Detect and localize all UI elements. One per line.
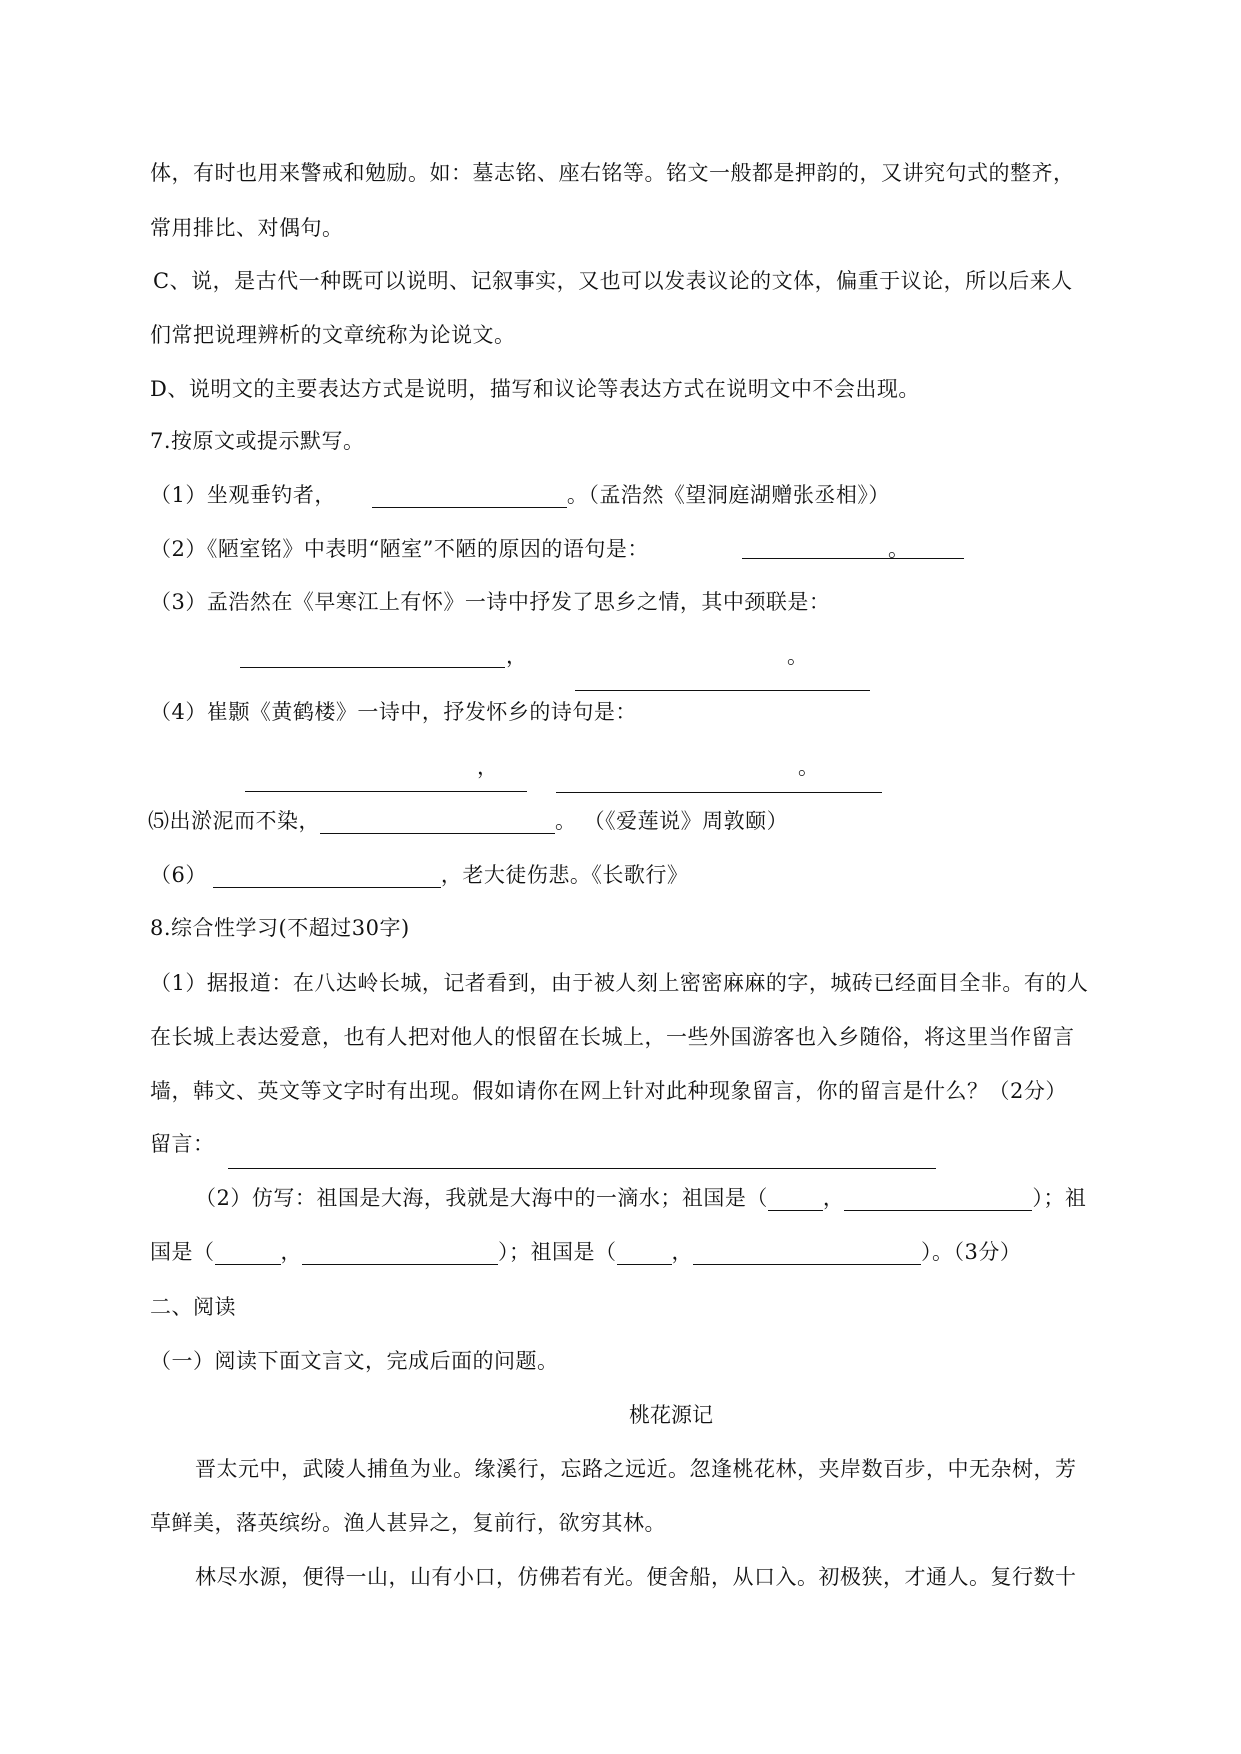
q8-imitation-line2 bbox=[150, 1239, 1021, 1265]
answer-blank[interactable] bbox=[556, 792, 882, 793]
text-line: 常用排比、对偶句。 bbox=[150, 216, 344, 240]
q8-imitation-prompt: （2）仿写：祖国是大海，我就是大海中的一滴水；祖国是（ bbox=[195, 1186, 768, 1210]
punct: 。 bbox=[798, 755, 820, 779]
q7-item-3-prompt: （3）孟浩然在《早寒江上有怀》一诗中抒发了思乡之情，其中颈联是： bbox=[150, 590, 831, 614]
text-line: 体，有时也用来警戒和勉励。如：墓志铭、座右铭等。铭文一般都是押韵的，又讲究句式的整齐， bbox=[150, 161, 1075, 185]
answer-blank[interactable] bbox=[768, 1188, 823, 1211]
question-8-title: 8.综合性学习(不超过30字) bbox=[150, 916, 410, 940]
punct: ， bbox=[477, 755, 499, 779]
answer-blank[interactable] bbox=[693, 1242, 921, 1265]
punct: ， bbox=[506, 644, 528, 668]
answer-blank[interactable] bbox=[617, 1242, 672, 1265]
q7-item-6-number: （6） bbox=[150, 863, 207, 887]
text-line: 们常把说理辨析的文章统称为论说文。 bbox=[150, 323, 516, 347]
passage-paragraph: 晋太元中，武陵人捕鱼为业。缘溪行，忘路之远近。忽逢桃花林，夹岸数百步，中无杂树，芳 bbox=[195, 1457, 1077, 1481]
answer-blank[interactable] bbox=[575, 690, 870, 691]
answer-blank[interactable] bbox=[302, 1242, 498, 1265]
comment-answer-line[interactable] bbox=[228, 1168, 936, 1169]
q7-item-6-source: ，老大徒伤悲。《长歌行》 bbox=[440, 863, 689, 887]
passage-paragraph: 草鲜美，落英缤纷。渔人甚异之，复前行，欲穷其林。 bbox=[150, 1511, 666, 1535]
q7-item-5-prompt: ⑸出淤泥而不染， bbox=[148, 809, 320, 833]
text: ）。（3分） bbox=[921, 1240, 1022, 1264]
q8-text: （1）据报道：在八达岭长城，记者看到，由于被人刻上密密麻麻的字，城砖已经面目全非。有的人 bbox=[150, 971, 1089, 995]
reading-instruction: （一）阅读下面文言文，完成后面的问题。 bbox=[150, 1349, 559, 1373]
answer-blank[interactable] bbox=[844, 1188, 1032, 1211]
q7-item-1-prompt: （1）坐观垂钓者， bbox=[150, 483, 336, 507]
question-7-title: 7.按原文或提示默写。 bbox=[150, 429, 365, 453]
q7-item-5 bbox=[148, 808, 788, 834]
q7-item-6 bbox=[150, 862, 688, 888]
q8-imitation-line1 bbox=[195, 1185, 1086, 1211]
option-c: C、说，是古代一种既可以说明、记叙事实，又也可以发表议论的文体，偏重于议论，所以后来人 bbox=[153, 269, 1073, 293]
answer-blank[interactable] bbox=[372, 485, 567, 508]
q8-text: 墙，韩文、英文等文字时有出现。假如请你在网上针对此种现象留言，你的留言是什么？（2分） bbox=[150, 1079, 1067, 1103]
answer-blank[interactable] bbox=[320, 811, 555, 834]
q7-item-1 bbox=[150, 482, 890, 508]
punct: ， bbox=[671, 1240, 693, 1264]
option-d: D、说明文的主要表达方式是说明，描写和议论等表达方式在说明文中不会出现。 bbox=[150, 377, 920, 401]
q7-item-2-prompt: （2）《陋室铭》中表明“陋室”不陋的原因的语句是： bbox=[150, 537, 649, 561]
q8-comment-label: 留言： bbox=[150, 1132, 215, 1156]
answer-blank[interactable] bbox=[240, 667, 505, 668]
punct: ）；祖 bbox=[1032, 1186, 1087, 1210]
q7-item-1-source: 。（孟浩然《望洞庭湖赠张丞相》） bbox=[566, 483, 890, 507]
answer-blank[interactable] bbox=[213, 865, 441, 888]
punct: ， bbox=[822, 1186, 845, 1210]
answer-blank[interactable] bbox=[215, 1242, 281, 1265]
q8-text: 在长城上表达爱意，也有人把对他人的恨留在长城上，一些外国游客也入乡随俗，将这里当作留言 bbox=[150, 1025, 1075, 1049]
text: ）；祖国是（ bbox=[498, 1240, 617, 1264]
q7-item-5-source: 。 （《爱莲说》周敦颐） bbox=[555, 809, 789, 833]
answer-blank[interactable] bbox=[742, 558, 964, 559]
section-heading: 二、阅读 bbox=[150, 1295, 236, 1319]
q7-item-4-prompt: （4）崔颢《黄鹤楼》一诗中，抒发怀乡的诗句是： bbox=[150, 700, 637, 724]
text: 国是（ bbox=[150, 1240, 215, 1264]
passage-title: 桃花源记 bbox=[629, 1403, 713, 1427]
punct: 。 bbox=[787, 644, 809, 668]
passage-paragraph: 林尽水源，便得一山，山有小口，仿佛若有光。便舍船，从口入。初极狭，才通人。复行数十 bbox=[195, 1565, 1077, 1589]
punct: ， bbox=[280, 1240, 302, 1264]
punct: 。 bbox=[888, 537, 910, 561]
answer-blank[interactable] bbox=[245, 791, 527, 792]
